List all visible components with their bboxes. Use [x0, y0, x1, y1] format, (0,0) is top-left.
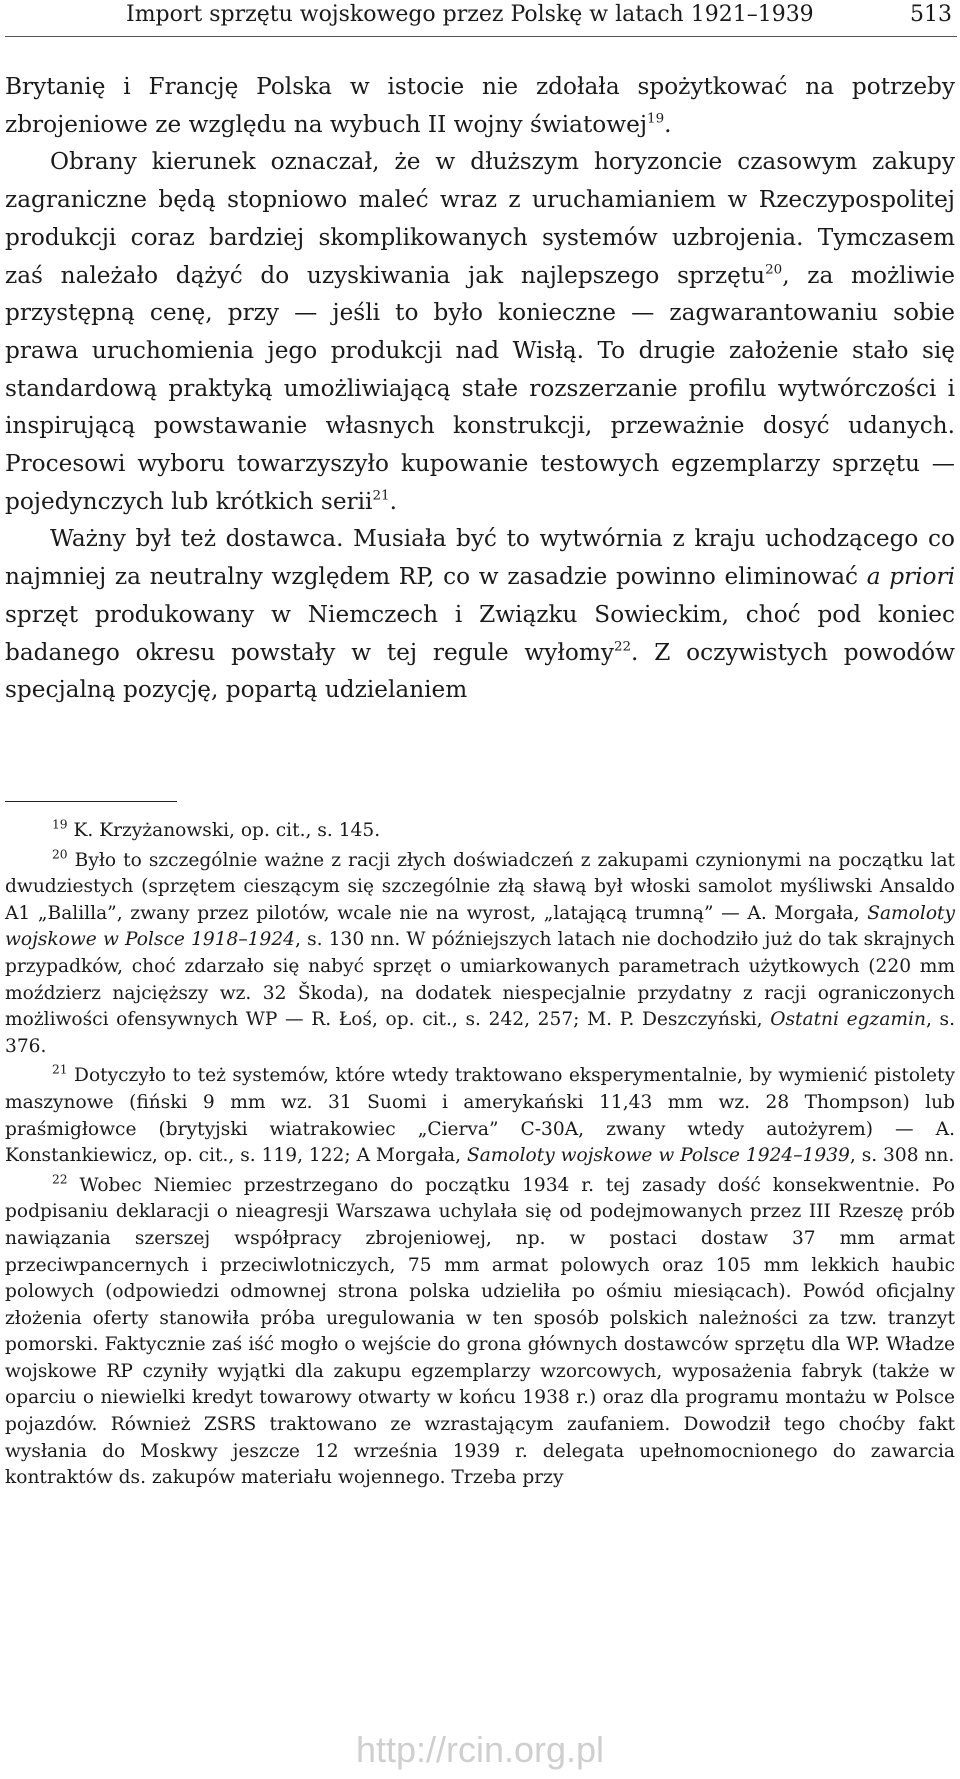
- footnote-text: Wobec Niemiec przestrzegano do początku 1934 r. tej zasady dość konsekwentnie. Po podpisaniu deklaracji o nieagresji Warszawa uchylała się od podejmowanych przez III Rzeszę prób nawiązania szerszej współpracy zbrojeniowej, np. w postaci dostaw 37 mm armat przeciwpancernych i przeciwlotniczych, 75 mm armat polowych oraz 105 mm lekkich haubic polowych (odpowiedzi odmownej strona polska udzieliła po ośmiu miesiącach). Powód oficjalny złożenia oferty stanowiła próba uregulowania w ten sposób polskich należności za tzw. tranzyt pomorski. Faktycznie zaś iść mogło o wejście do grona głównych dostawców sprzętu dla WP. Władze wojskowe RP czyniły wyjątki dla zakupu egzemplarzy wzorcowych, wyposażenia fabryk (także w oparciu o niewielki kredyt towarowy otwarty w końcu 1938 r.) oraz dla programu montażu w Polsce pojazdów. Również ZSRS traktowano ze wzrastającym zaufaniem. Dowodził tego choćby fakt wysłania do Moskwy jeszcze 12 września 1939 r. delegata upełnomocnionego do zawarcia kontraktów ds. zakupów materiału wojennego. Trzeba przy: [5, 1174, 955, 1489]
- italic-title: Samoloty wojskowe w Polsce 1918–1924: [5, 902, 955, 951]
- footnote-text: , s. 376.: [5, 1009, 955, 1057]
- text-run: Ważny był też dostawca. Musiała być to wytwórnia z kraju uchodzącego co najmniej za neutralny względem RP, co w zasadzie powinno eliminować: [5, 525, 955, 591]
- watermark-url: http://rcin.org.pl: [355, 1729, 605, 1770]
- footnote-19: [5, 818, 955, 845]
- page-number: 513: [910, 2, 952, 27]
- text-run: .: [664, 110, 672, 138]
- paragraph: [5, 143, 955, 520]
- footnote-text: , s. 308 nn.: [849, 1145, 955, 1167]
- footnote-separator: [5, 801, 177, 802]
- footnote-22: [5, 1173, 955, 1492]
- text-run: .: [389, 487, 397, 515]
- italic-title: Ostatni egzamin: [770, 1009, 926, 1031]
- footnote-21: [5, 1063, 955, 1169]
- footnote-text: , s. 130 nn. W późniejszych latach nie dochodziło już do tak skrajnych przypadków, choć zdarzało się nabyć sprzęt o umiarkowanych parametrach użytkowych (220 mm moździerz najcięższy wz. 32 Škoda), na dodatek niespecjalnie przydatny z racji ograniczonych możliwości ofensywnych WP — R. Łoś, op. cit., s. 242, 257; M. P. Deszczyński,: [5, 929, 955, 1031]
- main-text: [5, 68, 955, 709]
- italic-title: Samoloty wojskowe w Polsce 1924–1939: [466, 1145, 850, 1167]
- footnote-text: Było to szczególnie ważne z racji złych doświadczeń z zakupami czynionymi na początku lat dwudziestych (sprzętem cieszącym się szczególnie złą sławą był włoski samolot myśliwski Ansaldo A1 „Balilla”, zwany przez pilotów, wcale nie na wyrost, „latającą trumną” — A. Morgała,: [5, 849, 955, 924]
- footnote-ref[interactable]: 19: [647, 111, 665, 127]
- text-run: Brytanię i Francję Polska w istocie nie zdołała spożytkować na potrzeby zbrojeniowe ze względu na wybuch II wojny światowej: [5, 73, 955, 138]
- footnotes: [5, 818, 955, 1495]
- footnote-number: 22: [52, 1172, 68, 1187]
- text-run: , za możliwie przystępną cenę, przy — jeśli to było konieczne — zagwarantowaniu sobie prawa uruchomienia jego produkcji nad Wisłą. To drugie założenie stało się standardową praktyką umożliwiającą stałe rozszerzanie profilu wytwórczości i inspirującą powstawanie własnych konstrukcji, przeważnie dosyć udanych. Procesowi wyboru towarzyszyło kupowanie testowych egzemplarzy sprzętu — pojedynczych lub krótkich serii: [5, 261, 955, 515]
- footnote-ref[interactable]: 22: [613, 638, 632, 654]
- text-run: sprzęt produkowany w Niemczech i Związku Sowieckim, choć pod koniec badanego okresu powstały w tej regule wyłomy: [5, 600, 955, 666]
- paragraph: [5, 68, 955, 143]
- text-run: Obrany kierunek oznaczał, że w dłuższym horyzoncie czasowym zakupy zagraniczne będą stopniowo maleć wraz z uruchamianiem w Rzeczypospolitej produkcji coraz bardziej skomplikowanych systemów uzbrojenia. Tymczasem zaś należało dążyć do uzyskiwania jak najlepszego sprzętu: [5, 148, 955, 289]
- footnote-text: K. Krzyżanowski, op. cit., s. 145.: [67, 820, 381, 841]
- header-rule: [5, 36, 957, 37]
- italic-text: a priori: [866, 563, 956, 591]
- text-run: . Z oczywistych powodów specjalną pozycję, popartą udzielaniem: [5, 638, 955, 704]
- footnote-ref[interactable]: 20: [765, 261, 783, 277]
- footnote-number: 19: [52, 817, 68, 832]
- footnote-number: 20: [52, 846, 68, 861]
- footnote-20: [5, 848, 955, 1061]
- footnote-number: 21: [52, 1062, 68, 1077]
- footnote-ref[interactable]: 21: [372, 488, 390, 504]
- footnote-text: Dotyczyło to też systemów, które wtedy traktowano eksperymentalnie, by wymienić pistolety maszynowe (fiński 9 mm wz. 31 Suomi i amerykański 11,43 mm wz. 28 Thompson) lub praśmigłowce (brytyjski wiatrakowiec „Cierva” C-30A, zwany wtedy autożyrem) — A. Konstankiewicz, op. cit., s. 119, 122; A Morgała,: [5, 1065, 955, 1167]
- running-title: Import sprzętu wojskowego przez Polskę w latach 1921–1939: [126, 2, 814, 27]
- paragraph: [5, 520, 955, 709]
